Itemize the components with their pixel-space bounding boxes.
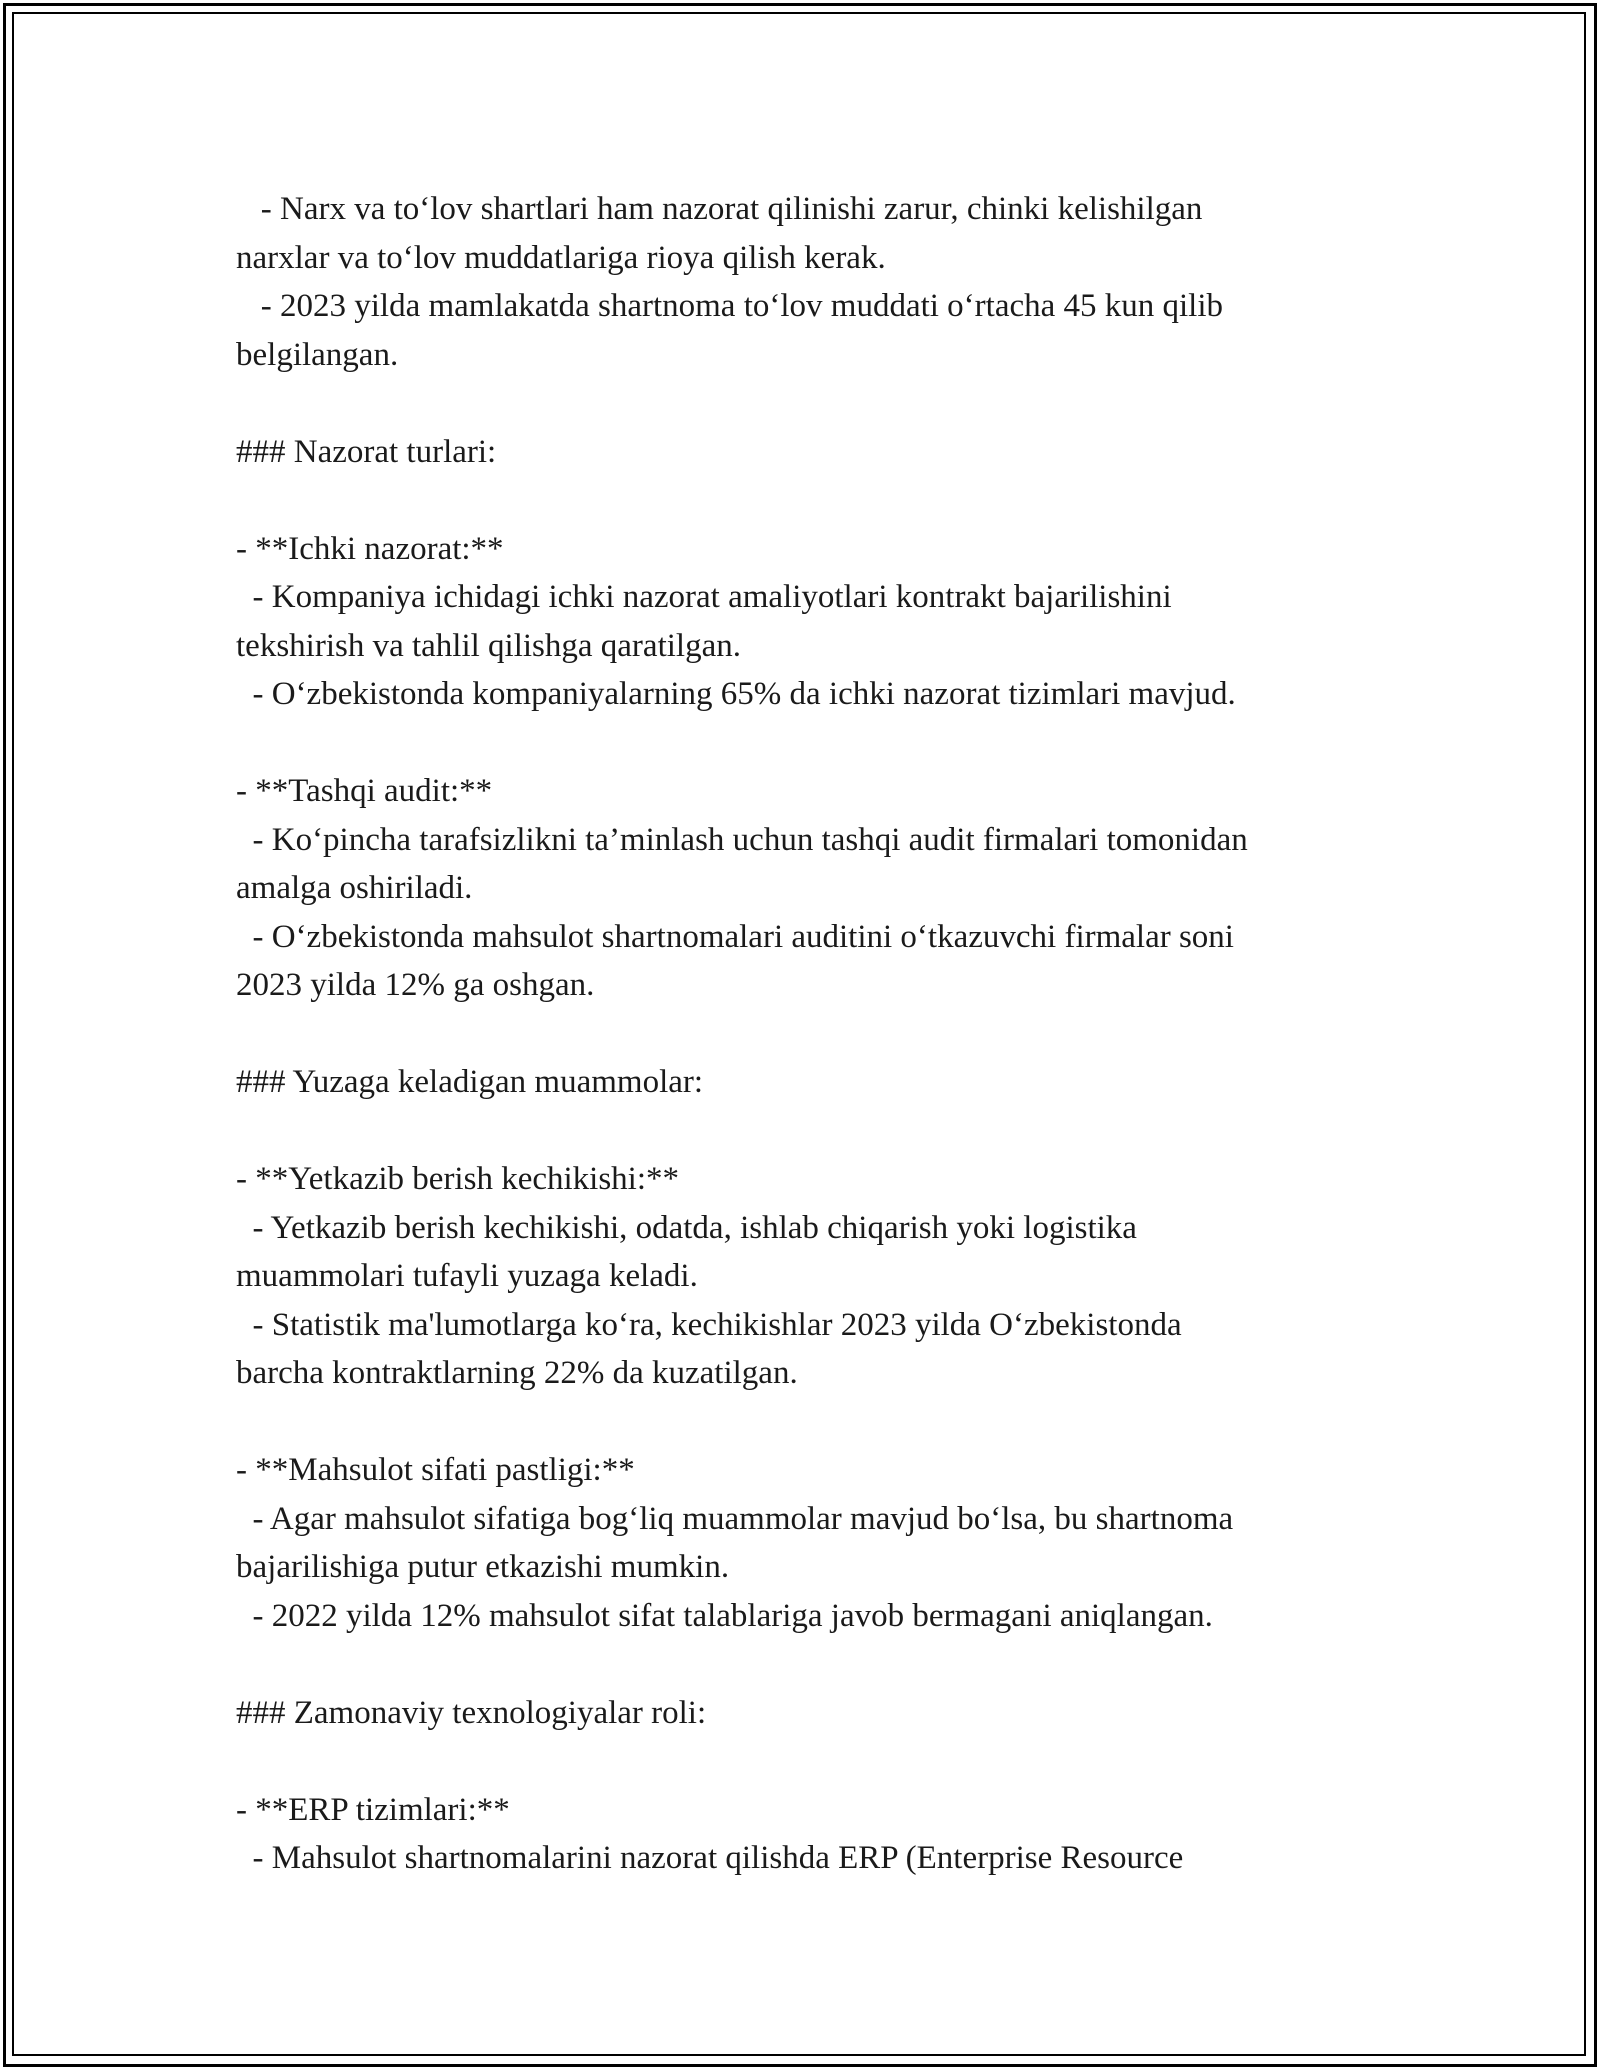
text-line: - Statistik ma'lumotlarga ko‘ra, kechikishlar 2023 yilda O‘zbekistonda bbox=[236, 1306, 1182, 1343]
list-item-title: - **Tashqi audit:** bbox=[236, 773, 493, 809]
section-heading: ### Zamonaviy texnologiyalar roli: bbox=[236, 1694, 707, 1731]
text-line: - Narx va to‘lov shartlari ham nazorat qilinishi zarur, chinki kelishilgan bbox=[236, 191, 1203, 227]
text-line: amalga oshiriladi. bbox=[236, 870, 473, 906]
section-heading: ### Nazorat turlari: bbox=[236, 433, 497, 470]
text-line: - Kompaniya ichidagi ichki nazorat amaliyotlari kontrakt bajarilishini bbox=[236, 579, 1172, 615]
list-item-title: - **Yetkazib berish kechikishi:** bbox=[236, 1161, 680, 1197]
text-line: bajarilishiga putur etkazishi mumkin. bbox=[236, 1549, 730, 1585]
blank-line bbox=[236, 476, 1396, 525]
section-heading: ### Yuzaga keladigan muammolar: bbox=[236, 1064, 704, 1100]
text-line: barcha kontraktlarning 22% da kuzatilgan. bbox=[236, 1355, 798, 1391]
text-line: muammolari tufayli yuzaga keladi. bbox=[236, 1258, 698, 1294]
text-line: - 2022 yilda 12% mahsulot sifat talablariga javob bermagani aniqlangan. bbox=[236, 1597, 1213, 1634]
text-line: - Yetkazib berish kechikishi, odatda, ishlab chiqarish yoki logistika bbox=[236, 1209, 1137, 1246]
blank-line bbox=[236, 1640, 1396, 1689]
blank-line bbox=[236, 719, 1396, 768]
text-line: - Ko‘pincha tarafsizlikni ta’minlash uchun tashqi audit firmalari tomonidan bbox=[236, 821, 1248, 858]
text-line: - O‘zbekistonda kompaniyalarning 65% da ichki nazorat tizimlari mavjud. bbox=[236, 676, 1236, 712]
blank-line bbox=[236, 1010, 1396, 1059]
list-item-title: - **Ichki nazorat:** bbox=[236, 530, 504, 567]
list-item-title: - **ERP tizimlari:** bbox=[236, 1791, 510, 1828]
text-line: belgilangan. bbox=[236, 336, 399, 373]
blank-line bbox=[236, 1107, 1396, 1156]
text-line: - O‘zbekistonda mahsulot shartnomalari auditini o‘tkazuvchi firmalar soni bbox=[236, 918, 1234, 955]
text-line: - 2023 yilda mamlakatda shartnoma to‘lov muddati o‘rtacha 45 kun qilib bbox=[236, 288, 1224, 324]
blank-line bbox=[236, 379, 1396, 428]
blank-line bbox=[236, 1737, 1396, 1786]
text-line: narxlar va to‘lov muddatlariga rioya qilish kerak. bbox=[236, 239, 886, 276]
text-line: - Mahsulot shartnomalarini nazorat qilishda ERP (Enterprise Resource bbox=[236, 1840, 1184, 1876]
text-line: 2023 yilda 12% ga oshgan. bbox=[236, 967, 595, 1003]
document-body bbox=[236, 185, 1396, 1883]
blank-line bbox=[236, 1398, 1396, 1447]
text-line: - Agar mahsulot sifatiga bog‘liq muammolar mavjud bo‘lsa, bu shartnoma bbox=[236, 1500, 1234, 1537]
text-line: tekshirish va tahlil qilishga qaratilgan. bbox=[236, 627, 741, 664]
list-item-title: - **Mahsulot sifati pastligi:** bbox=[236, 1452, 635, 1488]
